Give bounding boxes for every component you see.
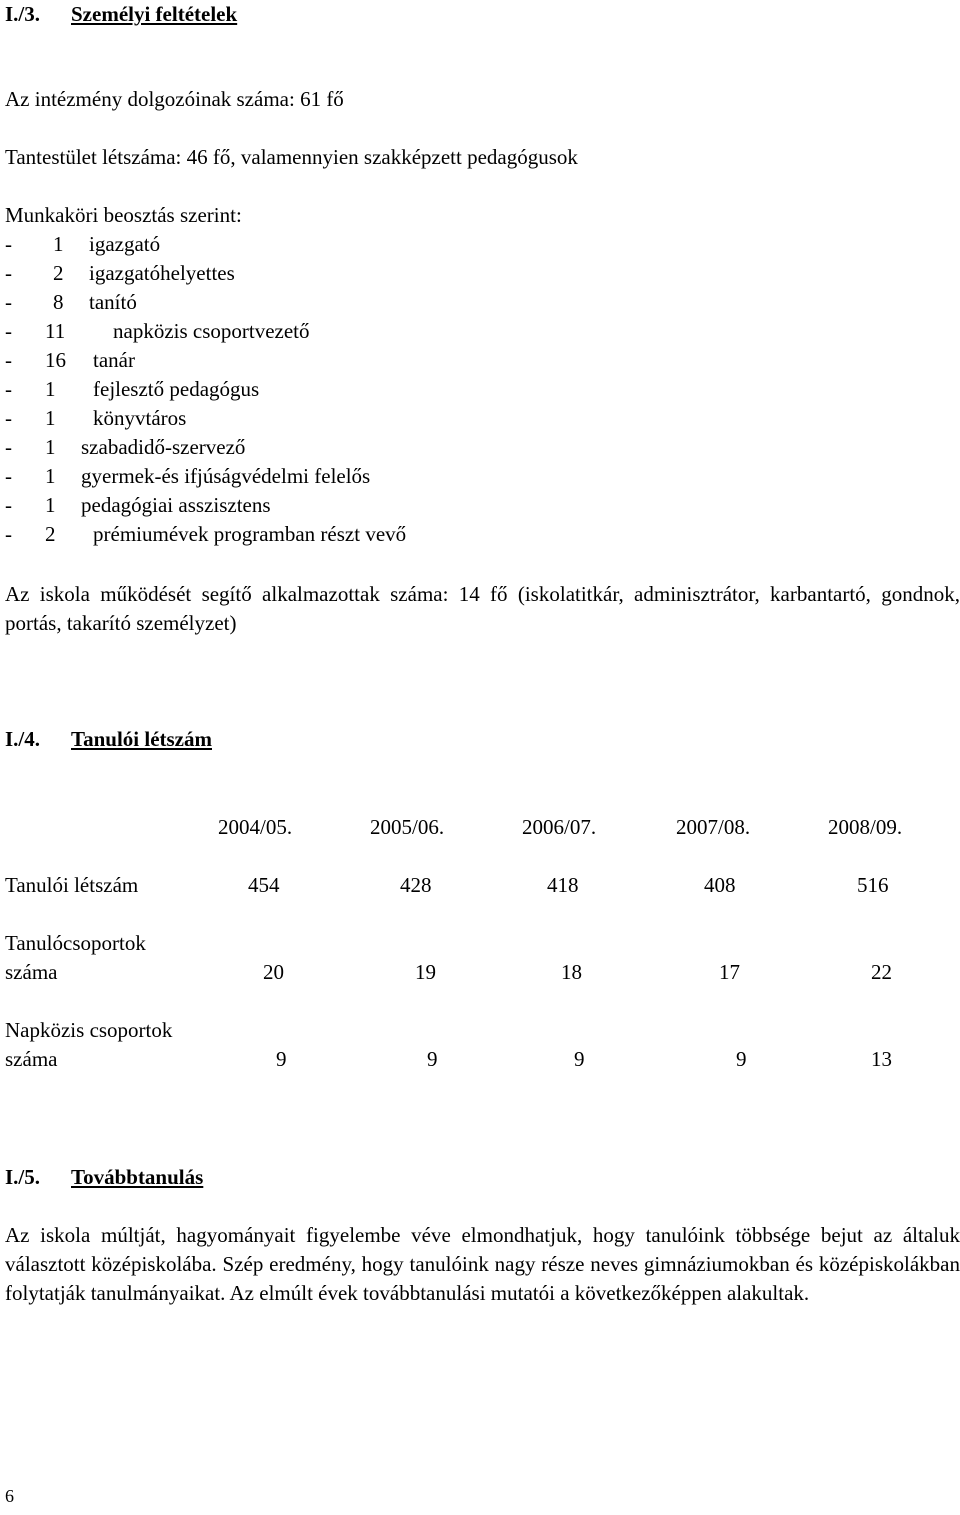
section-number: I./5.: [5, 1165, 41, 1189]
role-count: 1: [45, 406, 56, 430]
table-cell: 428: [400, 873, 432, 897]
staff-total: Az intézmény dolgozóinak száma: 61 fő: [5, 87, 344, 111]
year-header: 2008/09.: [828, 815, 903, 839]
dash: -: [5, 261, 12, 285]
role-count: 1: [45, 493, 56, 517]
table-cell: 9: [736, 1047, 747, 1071]
role-label: tanár: [93, 348, 135, 372]
section-heading-3: [5, 0, 237, 29]
role-label: pedagógiai asszisztens: [81, 493, 271, 517]
role-count: 1: [45, 464, 56, 488]
table-cell: 13: [871, 1047, 892, 1071]
table-cell: 9: [574, 1047, 585, 1071]
role-count: 1: [45, 377, 56, 401]
section-title: Továbbtanulás: [71, 1165, 204, 1189]
role-count: 1: [53, 232, 64, 256]
table-cell: 418: [547, 873, 579, 897]
teachers-total: Tantestület létszáma: 46 fő, valamennyien szakképzett pedagógusok: [5, 145, 578, 169]
role-label: fejlesztő pedagógus: [93, 377, 260, 401]
row-label: száma: [5, 960, 58, 984]
role-count: 2: [45, 522, 56, 546]
table-cell: 17: [719, 960, 740, 984]
dash: -: [5, 522, 12, 546]
row-label: száma: [5, 1047, 58, 1071]
year-header: 2007/08.: [676, 815, 751, 839]
row-label: Tanulócsoportok: [5, 931, 146, 955]
support-staff-paragraph: Az iskola működését segítő alkalmazottak száma: 14 fő (iskolatitkár, adminisztrátor, karbantartó, gondnok, portás, takarító személyzet): [5, 582, 960, 635]
page-number: 6: [5, 1486, 14, 1506]
role-count: 8: [53, 290, 64, 314]
role-label: könyvtáros: [93, 406, 187, 430]
table-cell: 9: [276, 1047, 287, 1071]
role-label: gyermek-és ifjúságvédelmi felelős: [81, 464, 371, 488]
further-studies-paragraph: Az iskola múltját, hagyományait figyelembe véve elmondhatjuk, hogy tanulóink többsége bejut az általuk választott középiskolába. Szép eredmény, hogy tanulóink nagy része neves gimnáziumokban és középiskolákban folytatják tanulmányaikat. Az elmúlt évek továbbtanulási mutatói a következőképpen alakultak.: [5, 1223, 960, 1305]
role-label: tanító: [89, 290, 137, 314]
year-header: 2004/05.: [218, 815, 293, 839]
section-number: I./3.: [5, 2, 41, 26]
dash: -: [5, 232, 12, 256]
role-count: 11: [45, 319, 66, 343]
dash: -: [5, 406, 12, 430]
dash: -: [5, 464, 12, 488]
roles-intro: Munkaköri beosztás szerint:: [5, 203, 242, 227]
table-cell: 9: [427, 1047, 438, 1071]
row-label: Napközis csoportok: [5, 1018, 173, 1042]
section-heading-4: [5, 725, 212, 754]
table-cell: 516: [857, 873, 889, 897]
row-label: Tanulói létszám: [5, 873, 139, 897]
section-heading-5: [5, 1163, 203, 1192]
dash: -: [5, 319, 12, 343]
section-number: I./4.: [5, 727, 41, 751]
dash: -: [5, 493, 12, 517]
role-count: 16: [45, 348, 66, 372]
year-header: 2005/06.: [370, 815, 445, 839]
table-cell: 454: [248, 873, 280, 897]
dash: -: [5, 435, 12, 459]
table-cell: 19: [415, 960, 436, 984]
role-count: 1: [45, 435, 56, 459]
dash: -: [5, 290, 12, 314]
role-label: igazgató: [89, 232, 161, 256]
role-count: 2: [53, 261, 64, 285]
table-cell: 20: [263, 960, 284, 984]
table-cell: 18: [561, 960, 582, 984]
role-label: napközis csoportvezető: [113, 319, 310, 343]
section-title: Személyi feltételek: [71, 2, 238, 26]
table-cell: 408: [704, 873, 736, 897]
year-header: 2006/07.: [522, 815, 597, 839]
dash: -: [5, 348, 12, 372]
section-title: Tanulói létszám: [71, 727, 212, 751]
role-label: prémiumévek programban részt vevő: [93, 522, 407, 546]
role-label: igazgatóhelyettes: [89, 261, 235, 285]
table-cell: 22: [871, 960, 892, 984]
dash: -: [5, 377, 12, 401]
role-label: szabadidő-szervező: [81, 435, 246, 459]
